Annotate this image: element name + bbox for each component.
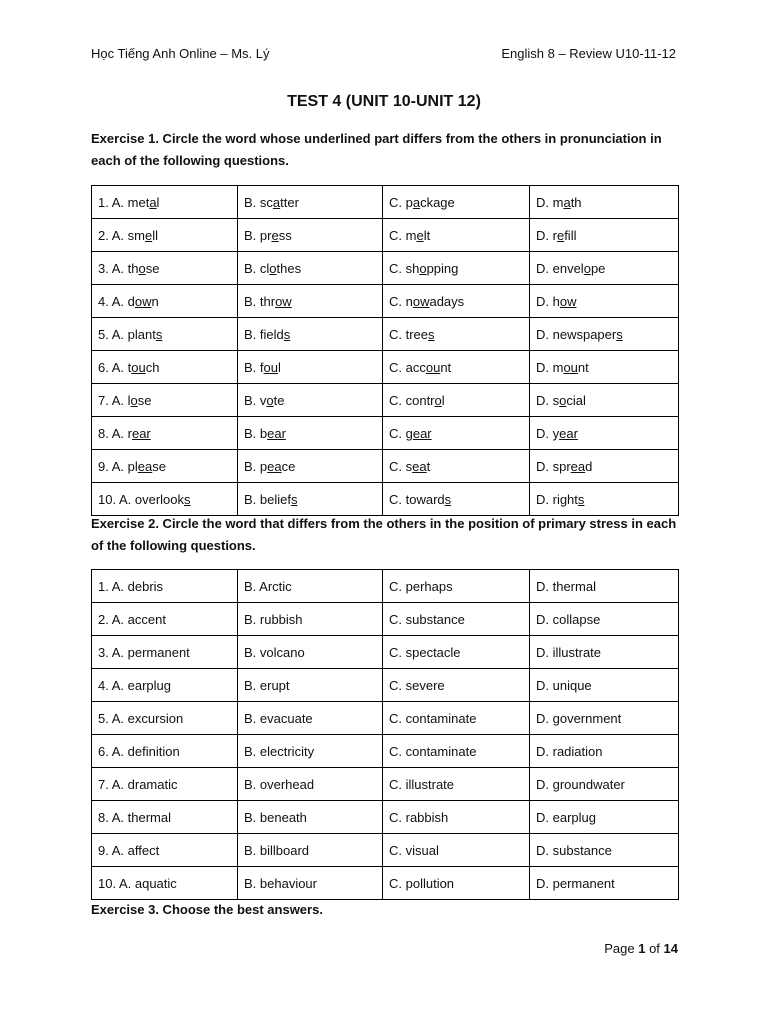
answer-option[interactable]: C. rabbish (383, 801, 530, 834)
answer-option[interactable] (238, 384, 383, 417)
answer-option[interactable] (530, 384, 679, 417)
option-text: 9. A. pl (98, 458, 138, 474)
table-row (92, 384, 679, 417)
answer-option[interactable]: B. evacuate (238, 702, 383, 735)
answer-option[interactable] (92, 483, 238, 516)
table-row (92, 636, 679, 669)
option-text: ce (281, 458, 296, 474)
answer-option[interactable]: D. unique (530, 669, 679, 702)
answer-option[interactable]: B. erupt (238, 669, 383, 702)
underlined-part: o (138, 260, 146, 276)
answer-option[interactable] (530, 285, 679, 318)
answer-option[interactable] (383, 186, 530, 219)
underlined-part: ou (563, 359, 578, 375)
option-text: D. right (536, 491, 578, 507)
answer-option[interactable] (530, 351, 679, 384)
option-text: t (426, 458, 431, 474)
answer-option[interactable]: C. contaminate (383, 735, 530, 768)
page-word: Page (604, 941, 635, 956)
underlined-part: ow (559, 293, 577, 309)
table-row (92, 219, 679, 252)
option-text: nt (440, 359, 452, 375)
exercise-2-table (91, 569, 679, 900)
table-row (92, 834, 679, 867)
option-text: C. sh (389, 260, 420, 276)
option-text: l (277, 359, 281, 375)
option-text: 8. A. r (98, 425, 132, 441)
underlined-part: s (290, 491, 298, 507)
page-title: TEST 4 (UNIT 10-UNIT 12) (287, 93, 481, 110)
option-text: C. n (389, 293, 413, 309)
underlined-part: s (444, 491, 452, 507)
answer-option[interactable]: D. permanent (530, 867, 679, 900)
underlined-part: a (412, 194, 421, 210)
answer-option[interactable]: B. electricity (238, 735, 383, 768)
answer-option[interactable] (238, 186, 383, 219)
table-row (92, 318, 679, 351)
answer-option[interactable] (383, 483, 530, 516)
option-text: 1. A. met (98, 194, 150, 210)
option-text: C. s (389, 458, 413, 474)
option-text: C. tree (389, 326, 429, 342)
answer-option[interactable] (238, 351, 383, 384)
option-text: 2. A. sm (98, 227, 145, 243)
option-text: d (585, 458, 593, 474)
table-row (92, 702, 679, 735)
answer-option[interactable] (238, 450, 383, 483)
underlined-part: o (583, 260, 591, 276)
underlined-part: ear (412, 425, 432, 441)
option-text: 5. A. plant (98, 326, 156, 342)
option-text: l (156, 194, 160, 210)
table-row (92, 351, 679, 384)
answer-option[interactable]: B. Arctic (238, 570, 383, 603)
underlined-part: ea (267, 458, 282, 474)
answer-option[interactable]: D. collapse (530, 603, 679, 636)
answer-option[interactable] (92, 384, 238, 417)
answer-option[interactable] (238, 417, 383, 450)
answer-option[interactable]: B. volcano (238, 636, 383, 669)
answer-option[interactable] (92, 351, 238, 384)
option-text: C. contr (389, 392, 435, 408)
option-text: 3. A. th (98, 260, 139, 276)
option-text: B. field (244, 326, 284, 342)
underlined-part: ou (131, 359, 146, 375)
answer-option[interactable]: C. pollution (383, 867, 530, 900)
answer-option[interactable]: B. overhead (238, 768, 383, 801)
option-text: 6. A. t (98, 359, 132, 375)
table-row (92, 867, 679, 900)
header-left: Học Tiếng Anh Online – Ms. Lý (91, 46, 270, 61)
answer-option[interactable] (92, 417, 238, 450)
underlined-part: o (419, 260, 427, 276)
answer-option[interactable] (92, 450, 238, 483)
option-text: pe (590, 260, 606, 276)
underlined-part: o (130, 392, 138, 408)
option-text: ckage (420, 194, 455, 210)
table-row (92, 450, 679, 483)
underlined-part: e (144, 227, 153, 243)
table-row (92, 186, 679, 219)
table-row (92, 801, 679, 834)
option-text: lt (423, 227, 431, 243)
answer-option[interactable]: B. rubbish (238, 603, 383, 636)
table-row (92, 735, 679, 768)
answer-option[interactable] (92, 318, 238, 351)
underlined-part: ea (570, 458, 586, 474)
table-row (92, 669, 679, 702)
answer-option[interactable]: B. beneath (238, 801, 383, 834)
underlined-part: s (616, 326, 623, 342)
option-text: B. f (244, 359, 264, 375)
underlined-part: o (269, 260, 277, 276)
answer-option[interactable]: D. earplug (530, 801, 679, 834)
exercise-1-instruction: Exercise 1. Circle the word whose underlined part differs from the others in pronunciation in each of the following questions. (91, 131, 662, 168)
answer-option[interactable]: 6. A. definition (92, 735, 238, 768)
answer-option[interactable]: 1. A. debris (92, 570, 238, 603)
answer-option[interactable]: 5. A. excursion (92, 702, 238, 735)
answer-option[interactable]: D. substance (530, 834, 679, 867)
answer-option[interactable] (530, 450, 679, 483)
option-text: 10. A. overlook (98, 491, 184, 507)
answer-option[interactable] (530, 186, 679, 219)
option-text: C. p (389, 194, 413, 210)
option-text: B. sc (244, 194, 273, 210)
underlined-part: e (416, 227, 424, 243)
option-text: tter (280, 194, 299, 210)
option-text: B. belief (244, 491, 291, 507)
answer-option[interactable]: D. illustrate (530, 636, 679, 669)
table-row (92, 483, 679, 516)
option-text: D. y (536, 425, 560, 441)
answer-option[interactable] (383, 384, 530, 417)
option-text: B. cl (244, 260, 270, 276)
of-word: of (649, 941, 660, 956)
answer-option[interactable] (530, 252, 679, 285)
option-text: D. m (536, 194, 564, 210)
option-text: fill (564, 227, 577, 243)
answer-option[interactable] (530, 483, 679, 516)
answer-option[interactable] (530, 219, 679, 252)
option-text: n (151, 293, 159, 309)
answer-option[interactable]: D. thermal (530, 570, 679, 603)
option-text: C. toward (389, 491, 445, 507)
option-text: se (145, 260, 160, 276)
option-text: D. envel (536, 260, 584, 276)
page-header (91, 46, 676, 61)
answer-option[interactable]: 4. A. earplug (92, 669, 238, 702)
option-text: C. acc (389, 359, 426, 375)
answer-option[interactable]: C. illustrate (383, 768, 530, 801)
underlined-part: s (428, 326, 435, 342)
underlined-part: s (184, 491, 191, 507)
answer-option[interactable]: 9. A. affect (92, 834, 238, 867)
underlined-part: ou (263, 359, 278, 375)
answer-option[interactable] (238, 219, 383, 252)
underlined-part: o (434, 392, 442, 408)
option-text: se (152, 458, 166, 474)
underlined-part: ea (137, 458, 153, 474)
answer-option[interactable] (92, 252, 238, 285)
option-text: se (137, 392, 152, 408)
answer-option[interactable] (383, 351, 530, 384)
answer-option[interactable]: C. spectacle (383, 636, 530, 669)
page-total: 14 (663, 941, 678, 956)
underlined-part: ear (267, 425, 286, 441)
answer-option[interactable] (383, 417, 530, 450)
underlined-part: ow (412, 293, 430, 309)
option-text: ss (278, 227, 292, 243)
table-row (92, 285, 679, 318)
header-right: English 8 – Review U10-11-12 (501, 46, 676, 61)
answer-option[interactable]: B. behaviour (238, 867, 383, 900)
option-text: 7. A. l (98, 392, 131, 408)
answer-option[interactable] (383, 285, 530, 318)
option-text: D. s (536, 392, 560, 408)
answer-option[interactable] (238, 252, 383, 285)
option-text: D. spr (536, 458, 571, 474)
option-text: te (273, 392, 285, 408)
underlined-part: ear (559, 425, 578, 441)
underlined-part: s (155, 326, 163, 342)
exercise-3-instruction: Exercise 3. Choose the best answers. (91, 902, 323, 917)
option-text: l (441, 392, 445, 408)
option-text: B. pr (244, 227, 272, 243)
underlined-part: s (283, 326, 291, 342)
underlined-part: s (577, 491, 585, 507)
option-text: D. h (536, 293, 560, 309)
answer-option[interactable] (238, 318, 383, 351)
answer-option[interactable]: C. visual (383, 834, 530, 867)
option-text: B. p (244, 458, 268, 474)
exercise-2-instruction: Exercise 2. Circle the word that differs from the others in the position of primary stress in each of the following questions. (91, 516, 677, 553)
answer-option[interactable]: D. radiation (530, 735, 679, 768)
option-text: ch (145, 359, 160, 375)
option-text: C. m (389, 227, 417, 243)
option-text: B. thr (244, 293, 276, 309)
answer-option[interactable]: C. severe (383, 669, 530, 702)
answer-option[interactable]: C. substance (383, 603, 530, 636)
option-text: B. b (244, 425, 268, 441)
underlined-part: a (563, 194, 571, 210)
option-text: D. r (536, 227, 557, 243)
underlined-part: e (556, 227, 565, 243)
answer-option[interactable]: 10. A. aquatic (92, 867, 238, 900)
underlined-part: ear (131, 425, 151, 441)
answer-option[interactable] (92, 285, 238, 318)
answer-option[interactable] (238, 483, 383, 516)
answer-option[interactable]: D. government (530, 702, 679, 735)
answer-option[interactable] (238, 285, 383, 318)
option-text: D. m (536, 359, 564, 375)
table-row (92, 603, 679, 636)
answer-option[interactable] (530, 318, 679, 351)
option-text: cial (566, 392, 586, 408)
underlined-part: a (149, 194, 157, 210)
answer-option[interactable]: C. contaminate (383, 702, 530, 735)
option-text: adays (429, 293, 465, 309)
option-text: D. newspaper (536, 326, 617, 342)
answer-option[interactable]: 3. A. permanent (92, 636, 238, 669)
underlined-part: ow (134, 293, 152, 309)
answer-option[interactable] (530, 417, 679, 450)
option-text: thes (276, 260, 302, 276)
underlined-part: a (272, 194, 281, 210)
answer-option[interactable]: 2. A. accent (92, 603, 238, 636)
answer-option[interactable] (92, 219, 238, 252)
option-text: ll (152, 227, 158, 243)
underlined-part: e (271, 227, 279, 243)
table-row (92, 252, 679, 285)
underlined-part: ow (275, 293, 292, 309)
answer-option[interactable] (383, 450, 530, 483)
answer-option[interactable]: C. perhaps (383, 570, 530, 603)
answer-option[interactable] (383, 219, 530, 252)
option-text: B. v (244, 392, 267, 408)
answer-option[interactable] (92, 186, 238, 219)
answer-option[interactable] (383, 252, 530, 285)
underlined-part: ea (412, 458, 427, 474)
answer-option[interactable]: D. groundwater (530, 768, 679, 801)
table-row (92, 768, 679, 801)
underlined-part: ou (425, 359, 441, 375)
option-text: pping (426, 260, 459, 276)
table-row (92, 417, 679, 450)
option-text: nt (577, 359, 589, 375)
underlined-part: o (266, 392, 274, 408)
page-footer (604, 941, 678, 956)
exercise-1-table (91, 185, 679, 516)
option-text: 4. A. d (98, 293, 135, 309)
answer-option[interactable]: 8. A. thermal (92, 801, 238, 834)
answer-option[interactable] (383, 318, 530, 351)
page-current: 1 (638, 941, 646, 956)
underlined-part: o (559, 392, 567, 408)
answer-option[interactable]: B. billboard (238, 834, 383, 867)
option-text: C. g (389, 425, 413, 441)
answer-option[interactable]: 7. A. dramatic (92, 768, 238, 801)
table-row (92, 570, 679, 603)
option-text: th (570, 194, 582, 210)
